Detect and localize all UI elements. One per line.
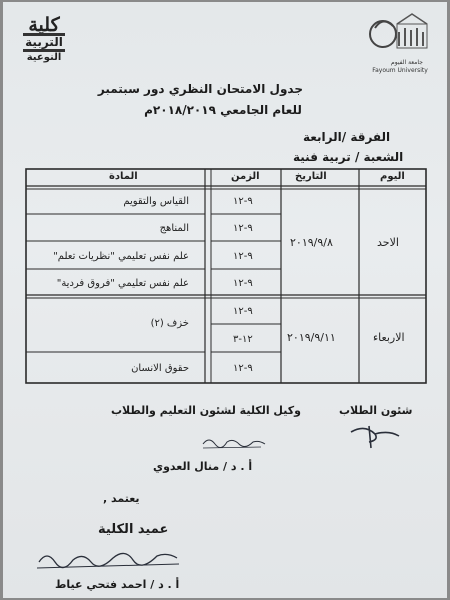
subject-cell: المناهج bbox=[159, 223, 189, 234]
subject-cell: علم نفس تعليمي "نظريات تعلم" bbox=[53, 251, 189, 262]
header-date: التاريخ bbox=[295, 171, 327, 182]
time-cell: ٩-١٢ bbox=[233, 363, 253, 374]
time-cell: ٩-١٢ bbox=[233, 251, 253, 262]
dean-title: عميد الكلية bbox=[98, 522, 169, 537]
exam-schedule-document bbox=[3, 2, 447, 598]
dean-name: أ . د / احمد فتحي عياط bbox=[55, 578, 180, 591]
header-subject: المادة bbox=[109, 171, 138, 182]
header-time: الزمن bbox=[231, 171, 260, 182]
subject-cell: حقوق الانسان bbox=[131, 363, 189, 374]
time-cell: ١٢-٣ bbox=[233, 334, 253, 345]
document-title: جدول الامتحان النظري دور سبتمبر bbox=[97, 82, 303, 96]
schedule-table bbox=[25, 168, 427, 384]
approval-label: يعتمد , bbox=[103, 492, 140, 505]
university-name-ar: جامعة الفيوم bbox=[391, 59, 423, 66]
date-cell: ٢٠١٩/٩/١١ bbox=[287, 331, 336, 344]
time-cell: ٩-١٢ bbox=[233, 196, 253, 207]
time-cell: ٩-١٢ bbox=[233, 223, 253, 234]
grade-label: الفرقة /الرابعة bbox=[303, 130, 391, 144]
students-affairs-signature-icon bbox=[345, 420, 405, 450]
subject-cell: القياس والتقويم bbox=[123, 196, 189, 207]
table-grid bbox=[25, 168, 427, 384]
college-logo-line2: التربية bbox=[23, 33, 65, 52]
university-emblem-icon bbox=[365, 8, 435, 64]
vice-dean-title: وكيل الكلية لشئون التعليم والطلاب bbox=[111, 404, 301, 417]
day-cell: الاربعاء bbox=[373, 331, 405, 344]
university-name-en: Fayoum University bbox=[372, 67, 428, 74]
time-cell: ٩-١٢ bbox=[233, 278, 253, 289]
university-logo bbox=[365, 8, 435, 74]
students-affairs-label: شئون الطلاب bbox=[339, 404, 413, 417]
college-logo-line3: النوعية bbox=[26, 51, 62, 63]
vice-dean-signature-icon bbox=[199, 430, 269, 452]
date-cell: ٢٠١٩/٩/٨ bbox=[290, 236, 333, 249]
dean-signature-icon bbox=[33, 542, 183, 576]
college-logo bbox=[15, 12, 73, 68]
vice-dean-name: أ . د / منال العدوي bbox=[153, 460, 253, 473]
subject-cell: علم نفس تعليمي "فروق فردية" bbox=[56, 278, 189, 289]
header-day: اليوم bbox=[380, 171, 405, 182]
academic-year: للعام الجامعي ٢٠١٨/٢٠١٩م bbox=[144, 103, 302, 117]
subject-cell: خزف (٢) bbox=[150, 318, 189, 329]
time-cell: ٩-١٢ bbox=[233, 306, 253, 317]
section-label: الشعبة / تربية فنية bbox=[293, 150, 404, 164]
college-logo-line1: كلية bbox=[28, 13, 60, 36]
day-cell: الاحد bbox=[377, 236, 399, 249]
